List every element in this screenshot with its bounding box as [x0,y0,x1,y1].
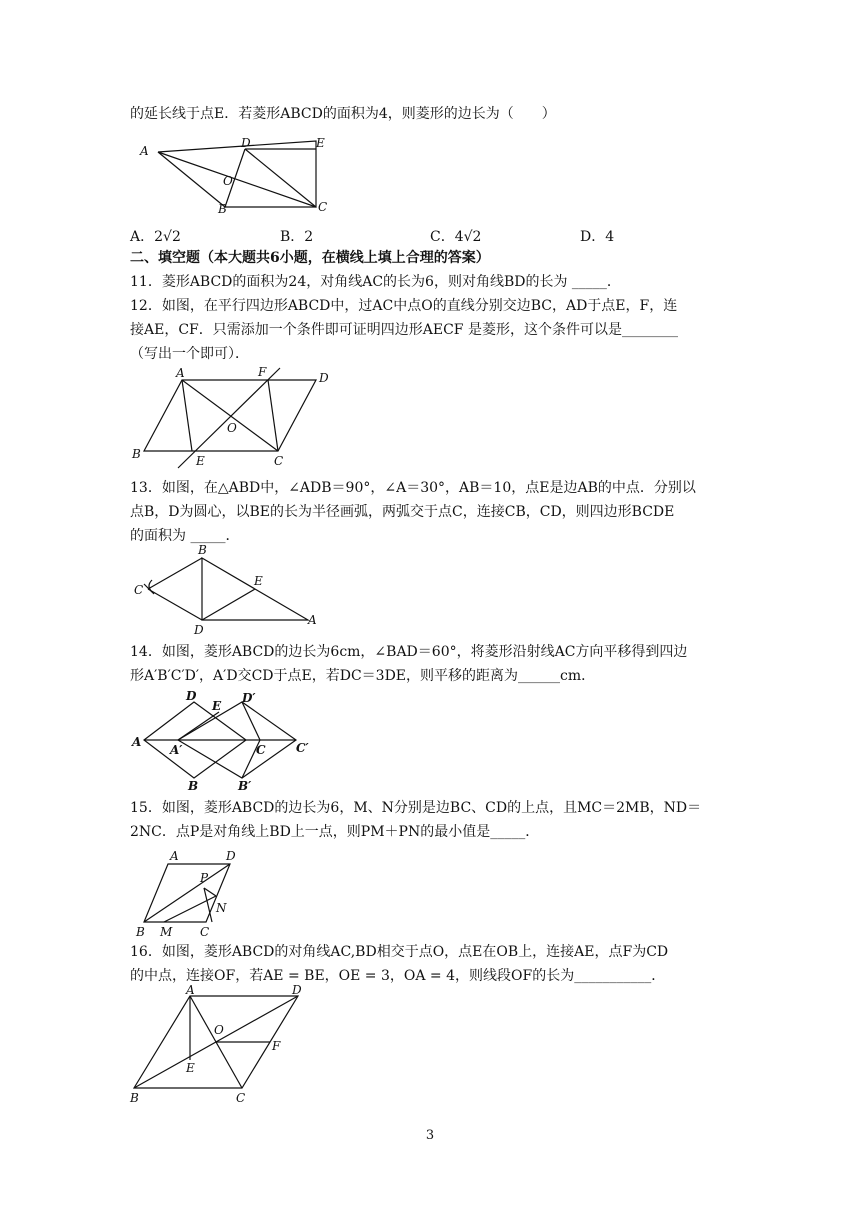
q14-line1: 14．如图，菱形ABCD的边长为6cm，∠BAD＝60°，将菱形沿射线AC方向平移得到四边 [130,644,688,660]
label-D: D [241,136,251,150]
label-F: F [272,1039,281,1053]
section-title: 二、填空题（本大题共6小题，在横线上填上合理的答案） [130,250,490,266]
label-O: O [223,174,233,188]
label-D: D [226,849,236,863]
label-O: O [227,421,237,435]
label-B: B [130,1091,139,1105]
q13-line2: 点B，D为圆心，以BE的长为半径画弧，两弧交于点C，连接CB，CD，则四边形BCDE [130,504,675,520]
label-E: E [196,454,205,468]
page-number: 3 [425,1128,435,1143]
figure-q15 [130,846,250,938]
q16-line2: 的中点，连接OF，若AE = BE，OE = 3，OA = 4，则线段OF的长为___________． [130,968,666,984]
option-a: A．2√2 [130,229,181,245]
label-B: B [218,202,227,216]
label-N: N [216,901,227,915]
label-D: D [319,371,329,385]
figure-q16 [130,984,330,1106]
label-A-prime: A′ [170,743,183,757]
label-B: B [188,779,199,793]
option-b: B．2 [280,229,314,245]
q13-line3: 的面积为 _____． [130,528,240,544]
q14-line2: 形A′B′C′D′，A′D交CD于点E，若DC＝3DE，则平移的距离为______cm． [130,668,596,684]
label-C: C [318,200,328,214]
label-F: F [258,365,267,379]
label-M: M [160,925,173,939]
label-A: A [140,144,149,158]
label-P: P [200,871,209,885]
option-c: C．4√2 [430,229,482,245]
q12-line3: （写出一个即可）． [130,346,249,362]
label-C: C [274,454,284,468]
label-C: C [236,1091,246,1105]
label-B: B [132,447,141,461]
label-C: C [200,925,210,939]
option-d: D．4 [580,229,615,245]
label-E: E [316,136,325,150]
label-C: C [256,743,266,757]
figure-q12 [130,364,350,472]
label-D-prime: D′ [242,691,256,705]
label-A: A [132,735,142,749]
label-B-prime: B′ [238,779,252,793]
q13-line1: 13．如图，在△ABD中，∠ADB＝90°，∠A＝30°，AB＝10，点E是边AB的中点．分别以 [130,480,696,496]
label-D: D [292,983,302,997]
q12-line2: 接AE，CF．只需添加一个条件即可证明四边形AECF 是菱形，这个条件可以是________ [130,322,678,338]
label-O: O [214,1023,224,1037]
label-C: C [134,583,144,597]
label-E: E [254,574,263,588]
q10-tail-text: 的延长线于点E．若菱形ABCD的面积为4，则菱形的边长为（ ） [130,106,556,122]
q15-line1: 15．如图，菱形ABCD的边长为6，M、N分别是边BC、CD的上点，且MC＝2MB，ND＝ [130,800,702,816]
figure-q13 [130,542,330,636]
figure-q14 [130,688,350,792]
label-E: E [212,699,222,713]
label-C-prime: C′ [296,741,309,755]
label-A: A [170,849,179,863]
label-E: E [186,1061,195,1075]
figure-q10 [130,135,340,220]
label-B: B [198,543,207,557]
label-A: A [186,983,195,997]
q15-line2: 2NC．点P是对角线上BD上一点，则PM＋PN的最小值是_____． [130,824,540,840]
q11-text: 11．菱形ABCD的面积为24，对角线AC的长为6，则对角线BD的长为 _____． [130,274,621,290]
label-D: D [194,623,204,637]
label-A: A [308,613,317,627]
q12-line1: 12．如图，在平行四边形ABCD中，过AC中点O的直线分别交边BC，AD于点E，F，连 [130,298,678,314]
label-A: A [176,366,185,380]
label-D: D [186,689,197,703]
label-B: B [136,925,145,939]
q16-line1: 16．如图，菱形ABCD的对角线AC,BD相交于点O，点E在OB上，连接AE，点F为CD [130,944,669,960]
